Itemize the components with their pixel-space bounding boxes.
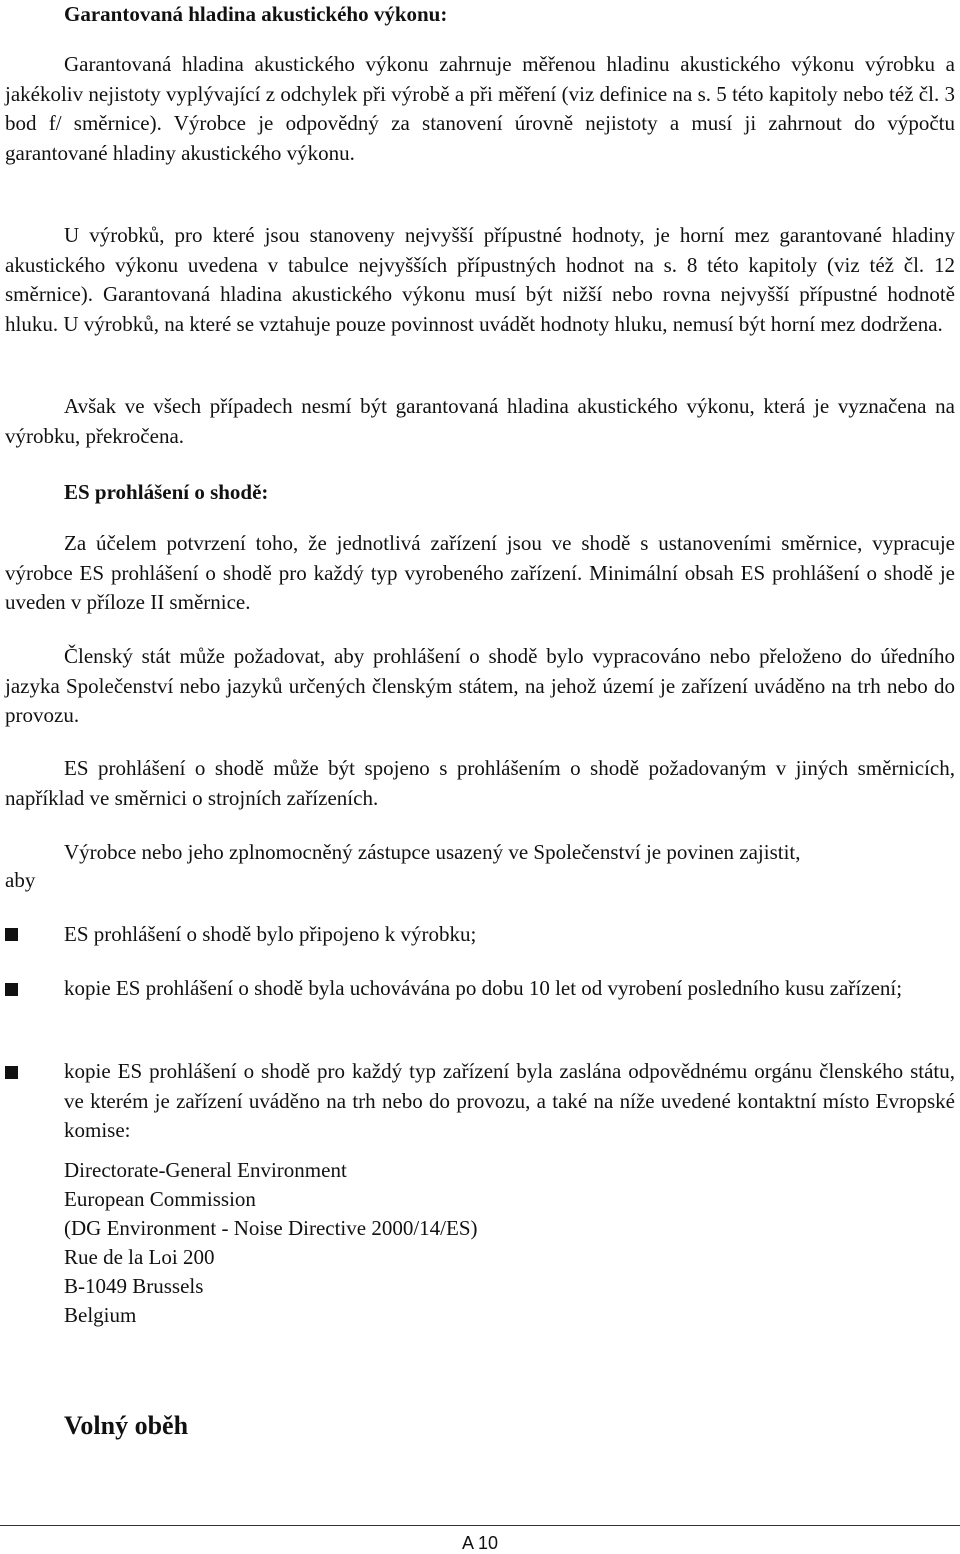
paragraph-combined-declaration: ES prohlášení o shodě může být spojeno s prohlášením o shodě požadovaným v jiných směrnicích, například ve směrnici o strojních zařízeních. xyxy=(5,756,955,810)
bullet-item-attached: ES prohlášení o shodě bylo připojeno k výrobku; xyxy=(64,922,477,946)
page-number: A 10 xyxy=(461,1533,499,1553)
address-line: Belgium xyxy=(64,1303,137,1327)
bullet-square-icon xyxy=(5,928,18,941)
paragraph-limit-values: U výrobků, pro které jsou stanoveny nejvyšší přípustné hodnoty, je horní mez garantované hladiny akustického výkonu uvedena v tabulce nejvyšších přípustných hodnot na s. 8 této kapitoly (viz též čl. 12 směrnice). Garantovaná hladina akustického výkonu musí být nižší nebo rovna nejvyšší přípustné hodnotě hluku. U výrobků, na které se vztahuje pouze povinnost uvádět hodnoty hluku, nemusí být horní mez dodržena. xyxy=(5,223,955,336)
address-line: European Commission xyxy=(64,1187,256,1211)
bullet-square-icon xyxy=(5,983,18,996)
address-line: (DG Environment - Noise Directive 2000/14/ES) xyxy=(64,1216,478,1240)
bullet-item-sent: kopie ES prohlášení o shodě pro každý typ zařízení byla zaslána odpovědnému orgánu členského státu, ve kterém je zařízení uváděno na trh nebo do provozu, a také na níže uvedené kontaktní místo Evropské komise: xyxy=(64,1059,955,1142)
paragraph-not-exceeded: Avšak ve všech případech nesmí být garantovaná hladina akustického výkonu, která je vyznačena na výrobku, překročena. xyxy=(5,394,955,448)
commission-address xyxy=(64,1156,478,1330)
bullet-item-retained: kopie ES prohlášení o shodě byla uchovávána po dobu 10 let od vyrobení posledního kusu zařízení; xyxy=(64,976,903,1000)
paragraph-guaranteed-level-definition: Garantovaná hladina akustického výkonu zahrnuje měřenou hladinu akustického výkonu výrobku a jakékoliv nejistoty vyplývající z odchylek při výrobě a při měření (viz definice na s. 5 této kapitoly nebo též čl. 3 bod f/ směrnice). Výrobce je odpovědný za stanovení úrovně nejistoty a musí ji zahrnout do výpočtu garantované hladiny akustického výkonu. xyxy=(5,52,955,165)
paragraph-manufacturer-obligation: Výrobce nebo jeho zplnomocněný zástupce usazený ve Společenství je povinen zajistit, xyxy=(64,840,801,864)
paragraph-member-state-language: Členský stát může požadovat, aby prohlášení o shodě bylo vypracováno nebo přeloženo do úředního jazyka Společenství nebo jazyků určených členským státem, na jehož území je zařízení uváděno na trh nebo do provozu. xyxy=(5,644,955,727)
section-heading-free-circulation: Volný oběh xyxy=(64,1411,189,1440)
section-heading-guaranteed-level: Garantovaná hladina akustického výkonu: xyxy=(64,2,448,26)
address-line: Rue de la Loi 200 xyxy=(64,1245,215,1269)
paragraph-declaration-purpose: Za účelem potvrzení toho, že jednotlivá zařízení jsou ve shodě s ustanoveními směrnice, vypracuje výrobce ES prohlášení o shodě pro každý typ vyrobeného zařízení. Minimální obsah ES prohlášení o shodě je uveden v příloze II směrnice. xyxy=(5,531,955,614)
bullet-square-icon xyxy=(5,1066,18,1079)
address-line: Directorate-General Environment xyxy=(64,1158,347,1182)
paragraph-obligation-tail: aby xyxy=(5,868,36,892)
address-line: B-1049 Brussels xyxy=(64,1274,204,1298)
section-heading-declaration: ES prohlášení o shodě: xyxy=(64,480,269,504)
footer-divider xyxy=(0,1525,960,1526)
